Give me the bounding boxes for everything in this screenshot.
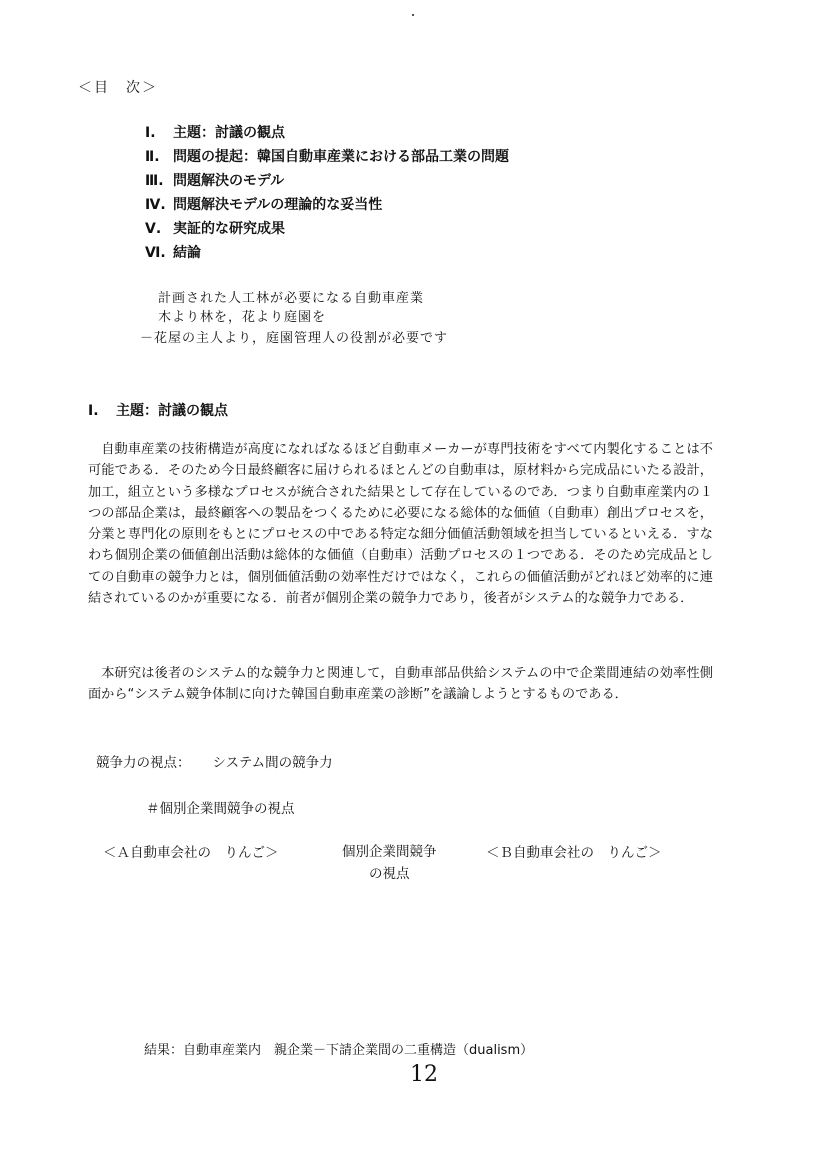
toc-item	[145, 121, 509, 145]
sub-viewpoint: ＃個別企業間競争の視点	[146, 801, 295, 817]
comparison-middle-line-2: の視点	[369, 866, 410, 882]
toc-item-label: 問題の提起：韓国自動車産業における部品工業の問題	[173, 149, 509, 165]
body-paragraph-2: 本研究は後者のシステム的な競争力と関連して，自動車部品供給システムの中で企業間連結の効率性側面から“システム競争体制に向けた韓国自動車産業の診断”を議論しようとするものである．	[88, 666, 713, 703]
company-a-label: ＜Ａ自動車会社の りんご＞	[103, 845, 279, 861]
toc-item-label: 主題：討議の観点	[173, 125, 285, 141]
toc-item-label: 問題解決モデルの理論的な妥当性	[173, 197, 383, 213]
toc-heading: ＜目 次＞	[78, 80, 158, 96]
toc-item	[145, 217, 509, 241]
toc-item-label: 問題解決のモデル	[173, 173, 285, 189]
toc-item-number: Ⅵ.	[145, 245, 166, 261]
viewpoint-line	[96, 751, 333, 771]
page-number: 12	[410, 1062, 438, 1087]
section-number: Ⅰ.	[88, 403, 99, 419]
company-b-label: ＜Ｂ自動車会社の りんご＞	[486, 845, 662, 861]
comparison-middle-line-1: 個別企業間競争	[342, 844, 437, 860]
motto-line-2: 木より林を，花より庭園を	[158, 310, 327, 325]
viewpoint-value: システム間の競争力	[212, 755, 333, 771]
motto-line-3: －花屋の主人より，庭園管理人の役割が必要です	[140, 331, 449, 346]
section-heading	[88, 400, 228, 420]
section-title: 主題：討議の観点	[116, 403, 228, 419]
comparison-middle-label	[342, 841, 437, 885]
body-paragraph-1: 自動車産業の技術構造が高度になればなるほど自動車メーカーが専門技術をすべて内製化することは不可能である．そのため今日最終顧客に届けられるほとんどの自動車は，原材料から完成品にいたる設計，加工，組立という多様なプロセスが統合された結果として存在しているのであ．つまり自動車産業内の１つの部品企業は，最終顧客への製品をつくるために必要になる総体的な価値（自動車）創出プロセスを，分業と専門化の原則をもとにプロセスの中である特定な細分価値活動領域を担当しているといえる．すなわち個別企業の価値創出活動は総体的な価値（自動車）活動プロセスの１つである．そのため完成品としての自動車の競争力とは，個別価値活動の効率性だけではなく，これらの価値活動がどれほど効率的に連結されているのかが重要になる．前者が個別企業の競争力であり，後者がシステム的な競争力である．	[88, 442, 713, 607]
toc-item-number: Ⅰ.	[145, 125, 156, 141]
toc-item	[145, 169, 509, 193]
toc-item	[145, 145, 509, 169]
viewpoint-label: 競争力の視点：	[96, 755, 191, 771]
toc-item-number: Ⅲ.	[145, 173, 164, 189]
toc-item-number: Ⅳ.	[145, 197, 166, 213]
toc-item-number: Ⅱ.	[145, 149, 160, 165]
result-line: 結果：自動車産業内 親企業－下請企業間の二重構造（dualism）	[144, 1043, 534, 1058]
scan-dot	[412, 14, 414, 16]
toc-item-number: Ⅴ.	[145, 221, 162, 237]
toc-item-label: 結論	[173, 245, 201, 261]
toc-item	[145, 241, 509, 265]
toc-item-label: 実証的な研究成果	[173, 221, 285, 237]
toc-item	[145, 193, 509, 217]
motto-line-1: 計画された人工林が必要になる自動車産業	[158, 291, 425, 306]
table-of-contents	[145, 121, 509, 265]
